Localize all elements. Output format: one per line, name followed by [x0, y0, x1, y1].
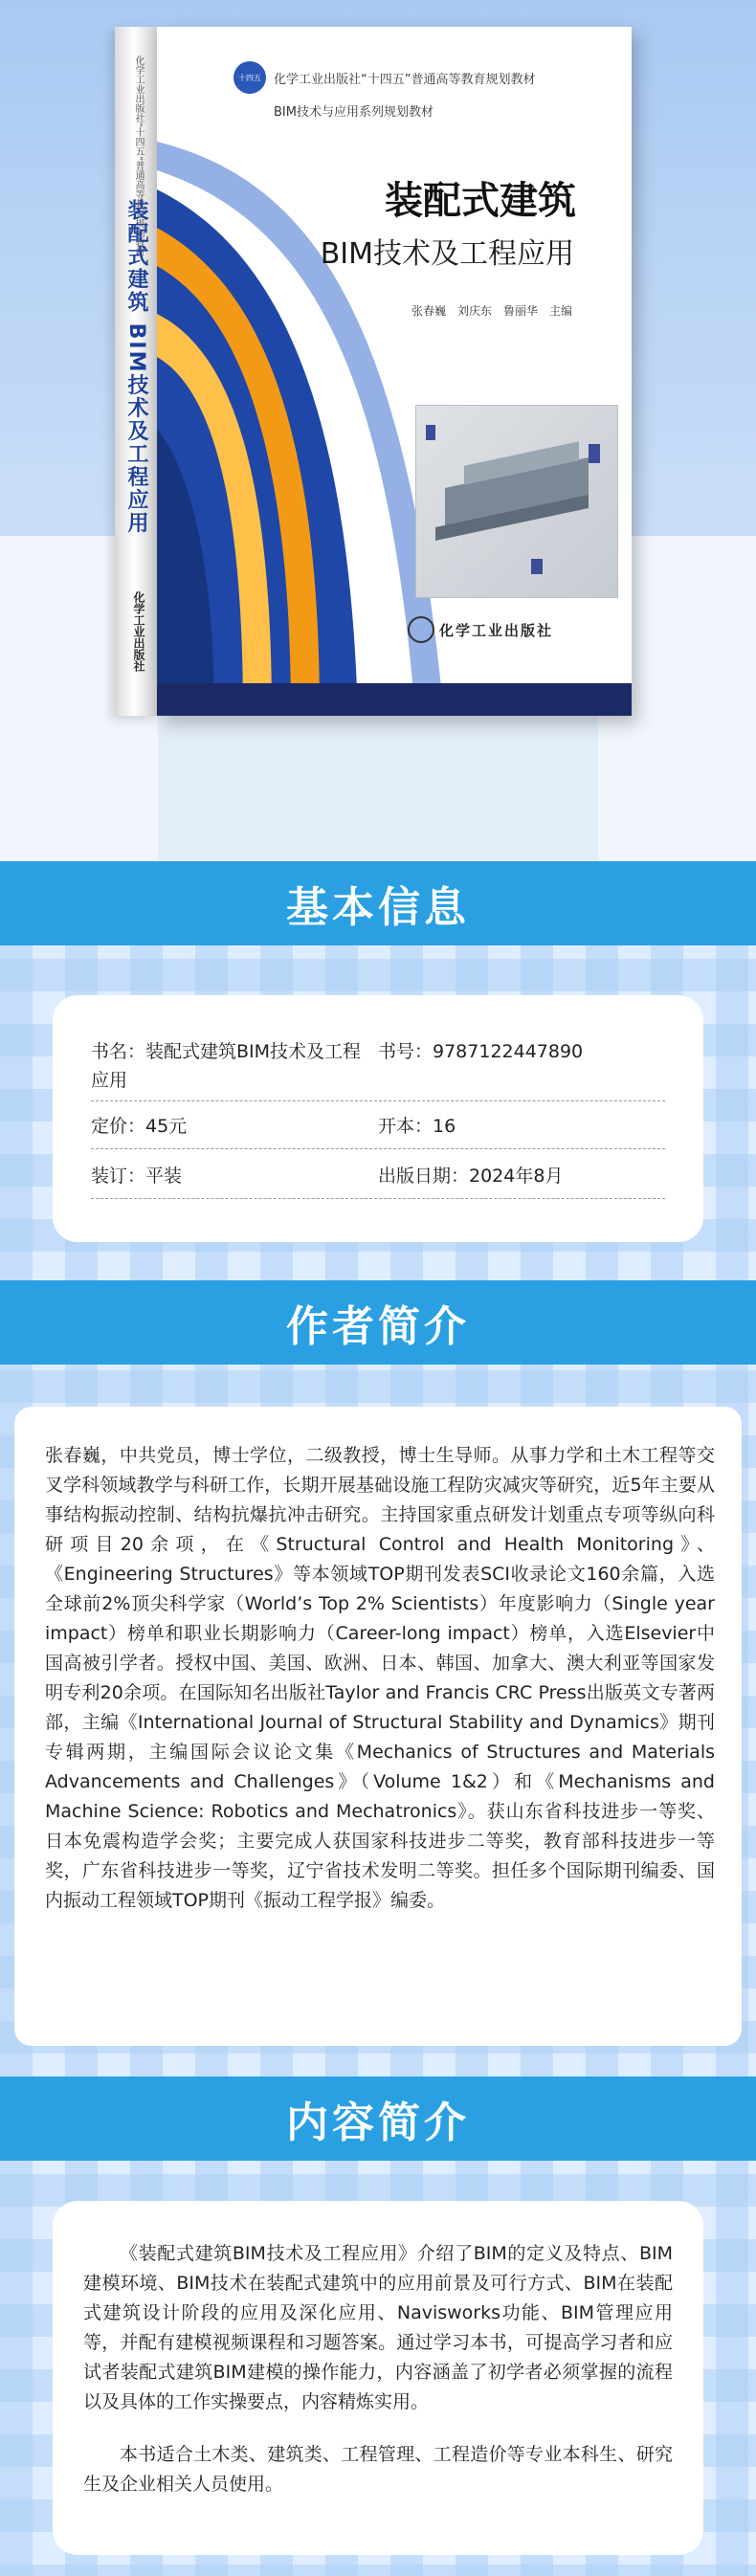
cover-authors: 张春巍 刘庆东 鲁丽华 主编: [411, 304, 572, 318]
cover-title: 装配式建筑: [385, 179, 576, 223]
author-title: 作者简介: [286, 1302, 470, 1351]
hero-banner: [0, 0, 756, 861]
spine-title: 装配式建筑 BIM技术及工程应用: [124, 199, 148, 535]
publisher-logo-icon: [408, 616, 434, 643]
binding-info: 装订：平装: [91, 1166, 183, 1187]
pub-date-info: 出版日期：2024年8月: [378, 1166, 564, 1187]
cover-bottom-band: [157, 683, 632, 716]
basic-info-title: 基本信息: [286, 883, 470, 932]
bim-model-illustration: [415, 405, 618, 598]
price-info: 定价：45元: [91, 1116, 188, 1137]
book-spine: [115, 27, 157, 716]
spine-publisher: 化学工业出版社: [132, 591, 145, 672]
content-audience: 本书适合土木类、建筑类、工程管理、工程造价等专业本科生、研究生及企业相关人员使用。: [83, 2444, 673, 2495]
author-card: [14, 1407, 742, 2046]
basic-info-header: [0, 861, 756, 945]
author-header: [0, 1280, 756, 1365]
info-row-3: [91, 1158, 665, 1199]
content-card: [53, 2201, 703, 2555]
format-info: 开本：16: [378, 1116, 456, 1137]
basic-info-card: [53, 995, 703, 1242]
book-title-info: 书名：装配式建筑BIM技术及工程应用: [91, 1041, 362, 1091]
book-cover: [157, 27, 632, 716]
content-title: 内容简介: [286, 2099, 470, 2147]
cover-series-line2: BIM技术与应用系列规划教材: [274, 105, 434, 120]
info-row-1: [91, 1033, 665, 1101]
isbn-info: 书号：9787122447890: [378, 1041, 584, 1062]
content-summary: 《装配式建筑BIM技术及工程应用》介绍了BIM的定义及特点、BIM建模环境、BIM技术在装配式建筑中的应用前景及可行方式、BIM在装配式建筑设计阶段的应用及深化应用、Navisworks功能、BIM管理应用等，并配有建模视频课程和习题答案。通过学习本书，可提高学习者和应试者装配式建筑BIM建模的操作能力，内容涵盖了初学者必须掌握的流程以及具体的工作实操要点，内容精炼实用。: [83, 2243, 673, 2412]
cover-series-line1: 化学工业出版社“十四五”普通高等教育规划教材: [274, 73, 536, 87]
series-seal-icon: 十四五: [233, 61, 266, 94]
content-header: [0, 2076, 756, 2161]
author-bio: 张春巍，中共党员，博士学位，二级教授，博士生导师。从事力学和土木工程等交叉学科领域教学与科研工作，长期开展基础设施工程防灾减灾等研究，近5年主要从事结构振动控制、结构抗爆抗冲击研究。主持国家重点研发计划重点专项等纵向科研项目20余项，在《Structural Control and Health Monitoring》、《Engineering Structures》等本领域TOP期刊发表SCI收录论文160余篇，入选全球前2%顶尖科学家（World’s Top 2% Scientists）年度影响力（Single year impact）榜单和职业长期影响力（Career-long impact）榜单，入选Elsevier中国高被引学者。授权中国、美国、欧洲、日本、韩国、加拿大、澳大利亚等国家发明专利20余项。在国际知名出版社Taylor and Francis CRC Press出版英文专著两部，主编《International Journal of Structural Stability and Dynamics》期刊专辑两期，主编国际会议论文集《Mechanics of Structures and Materials Advancements and Challenges》（Volume 1&2）和《Mechanisms and Machine Science: Robotics and Mechatronics》。获山东省科技进步一等奖、日本免震构造学会奖；主要完成人获国家科技进步二等奖，教育部科技进步一等奖，广东省科技进步一等奖，辽宁省技术发明二等奖。担任多个国际期刊编委、国内振动工程领域TOP期刊《振动工程学报》编委。: [45, 1445, 715, 1911]
info-row-2: [91, 1108, 665, 1149]
book-image: [115, 27, 632, 716]
cover-subtitle: BIM技术及工程应用: [320, 237, 574, 271]
cover-publisher: 化学工业出版社: [439, 622, 554, 639]
spine-series: 化学工业出版社“十四五”普通高等教育规划教材: [133, 56, 144, 257]
cover-swirl-graphic: [157, 27, 632, 716]
